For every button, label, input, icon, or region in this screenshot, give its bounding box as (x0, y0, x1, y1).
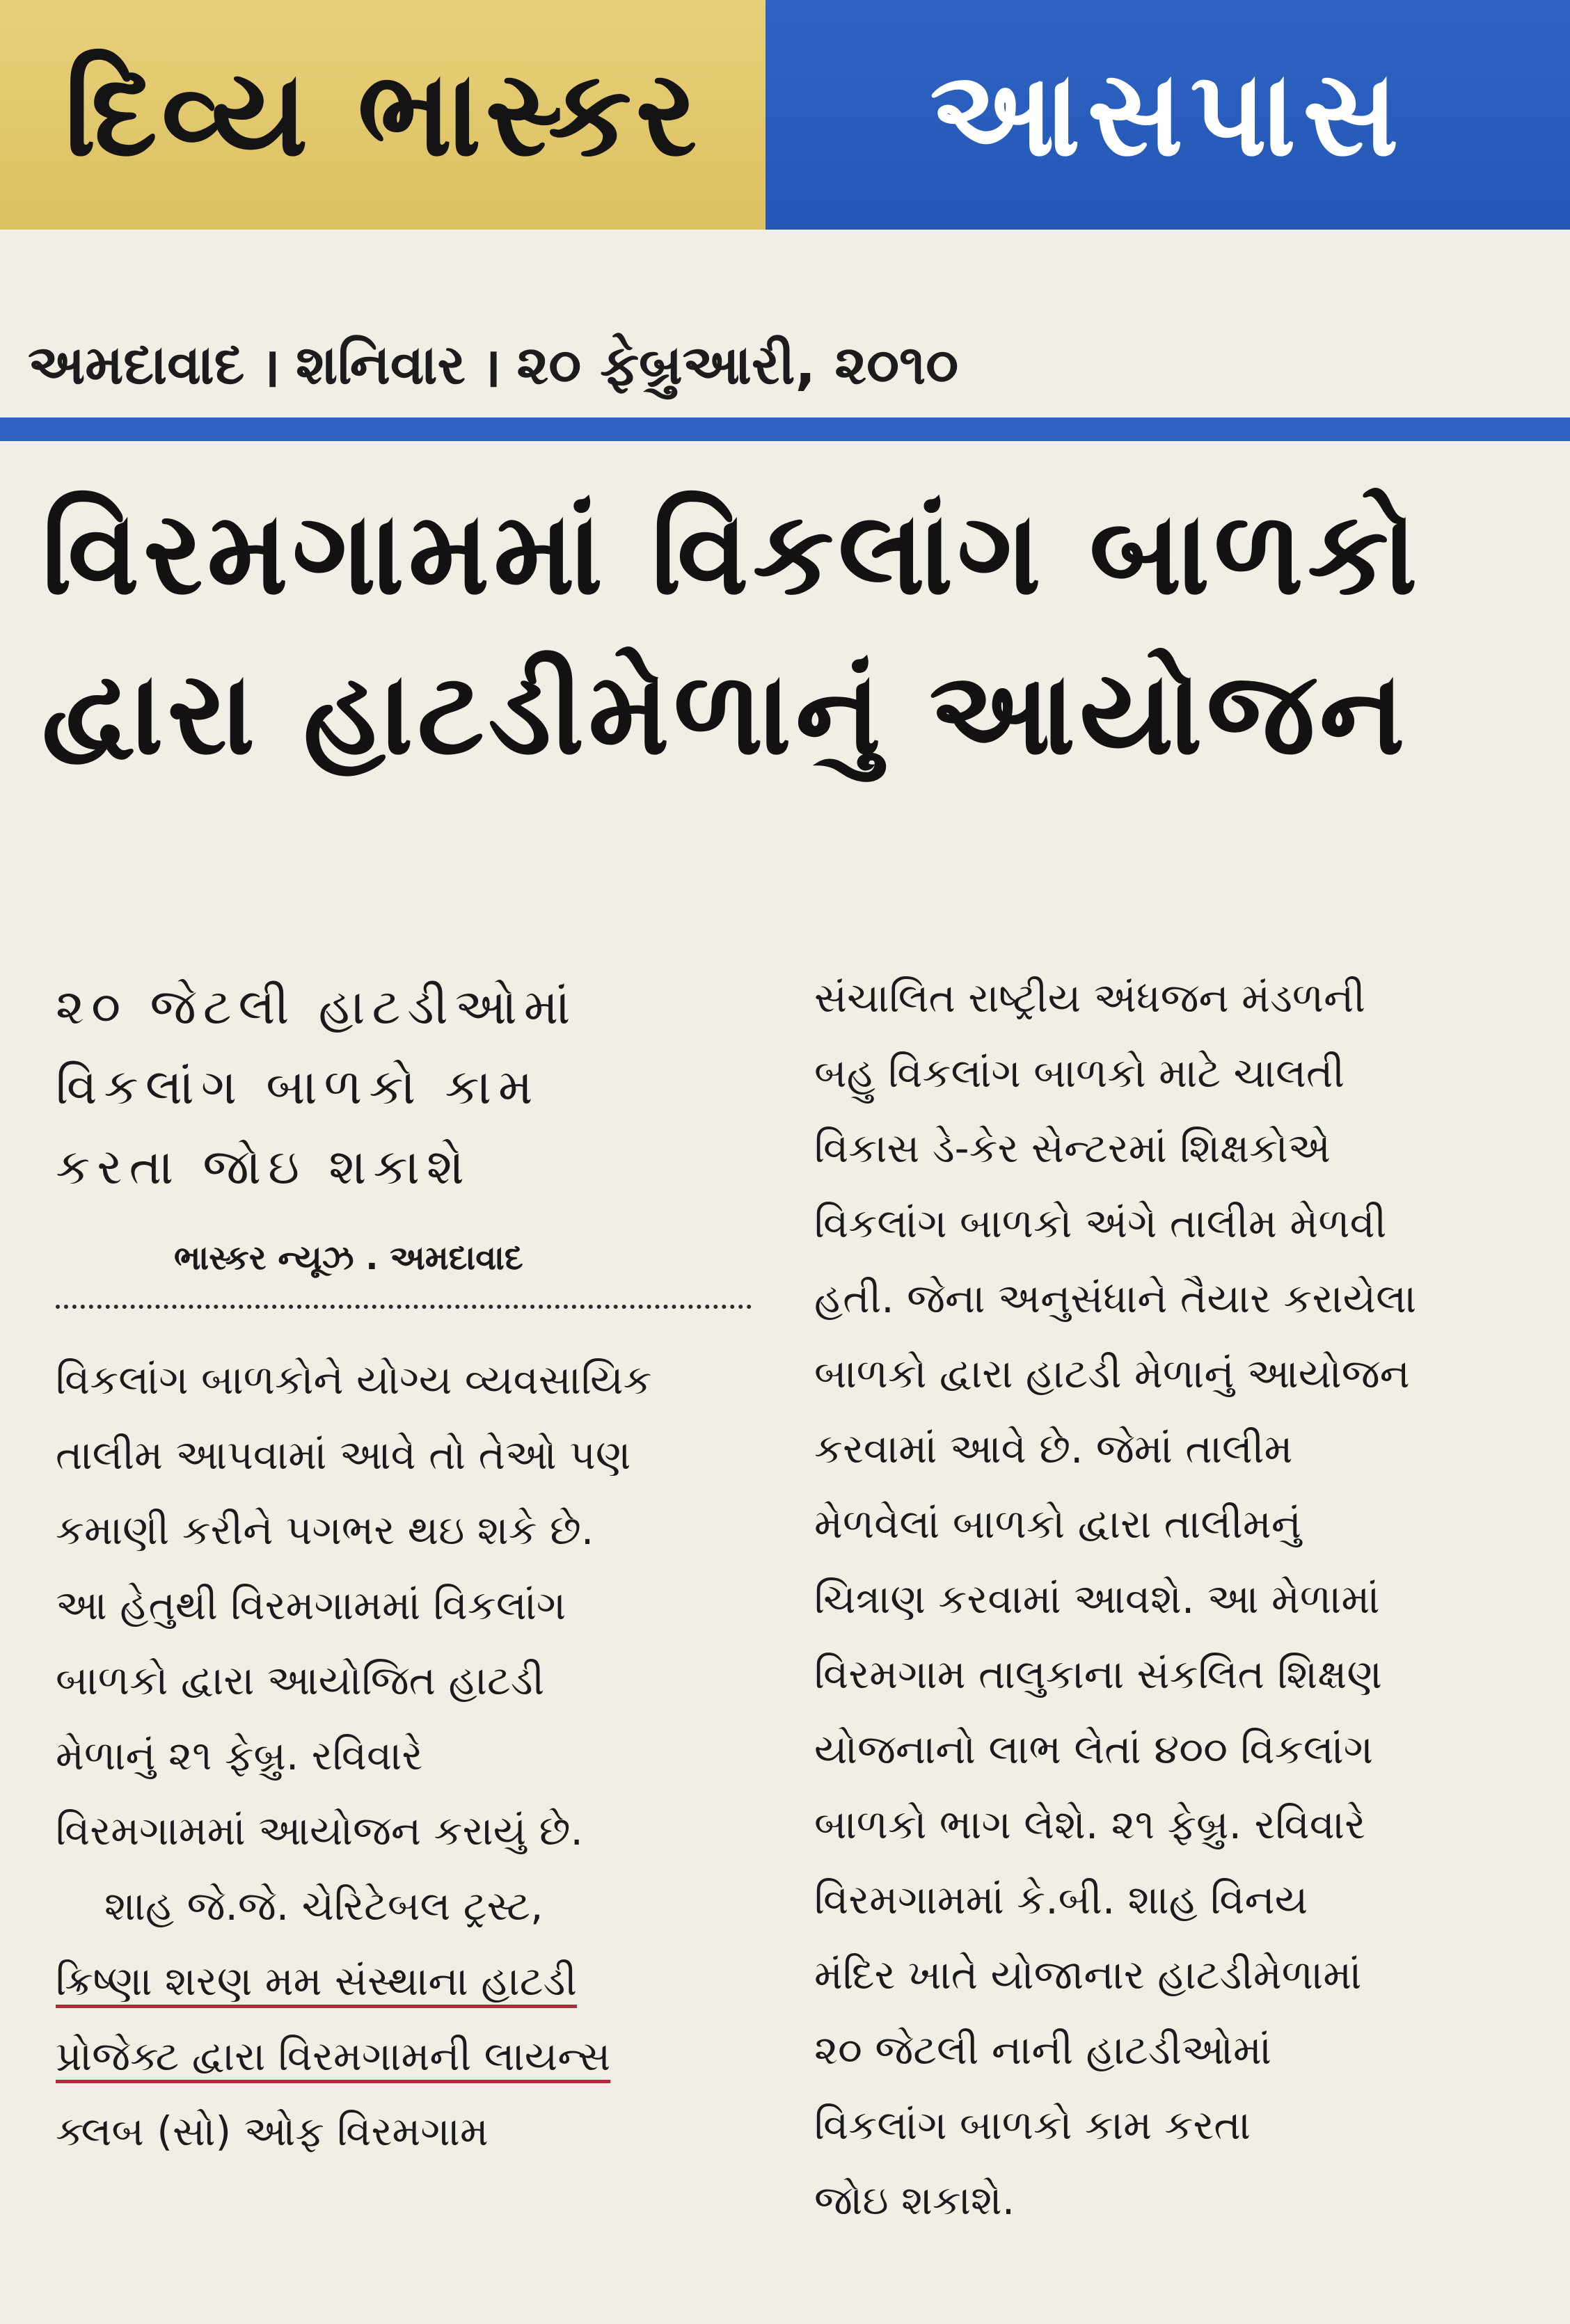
body-line: વિરમગામ તાલુકાના સંકલિત શિક્ષણ (814, 1650, 1382, 1698)
body-line: શાહ જે.જે. ચેરિટેબલ ટ્રસ્ટ, (104, 1882, 544, 1929)
body-line: બહુ વિકલાંગ બાળકો માટે ચાલતી (814, 1049, 1345, 1097)
body-line: બાળકો ભાગ લેશે. ૨૧ ફેબ્રુ. રવિવારે (814, 1801, 1366, 1848)
body-line: આ હેતુથી વિરમગામમાં વિકલાંગ (56, 1582, 566, 1629)
subhead-line: ૨૦ જેટલી હાટડીઓમાં (56, 978, 578, 1035)
article-column-right (814, 960, 1524, 2238)
body-line: વિરમગામમાં આયોજન કરાયું છે. (56, 1807, 583, 1854)
body-line: જોઇ શકાશે. (814, 2176, 1015, 2224)
section-title: આસપાસ (930, 45, 1406, 183)
brand-title: દિવ્ય ભાસ્કર (64, 45, 701, 183)
body-line: ૨૦ જેટલી નાની હાટડીઓમાં (814, 2026, 1272, 2074)
headline-line-1: વિરમગામમાં વિકલાંગ બાળકો (42, 486, 1422, 620)
article-body-left (56, 1342, 752, 2169)
section-banner (766, 0, 1570, 230)
body-line: હતી. જેના અનુસંધાને તૈયાર કરાયેલા (814, 1275, 1417, 1322)
dateline-date: ૨૦ ફેબ્રુઆરી, ૨૦૧૦ (516, 333, 959, 397)
masthead (0, 0, 1570, 230)
headline-line-2: દ્વારા હાટડીમેળાનું આયોજન (42, 646, 1409, 780)
blue-divider-rule (0, 417, 1570, 441)
body-line: બાળકો દ્વારા હાટડી મેળાનું આયોજન (814, 1350, 1410, 1397)
body-line: ક્લબ (સો) ઓફ વિરમગામ (56, 2108, 489, 2155)
dateline-day: શનિવાર (295, 333, 466, 397)
body-line-underlined: ક્રિષ્ણા શરણ મમ સંસ્થાના હાટડી (56, 1957, 577, 2005)
article-column-left (56, 967, 752, 2169)
body-line: વિરમગામમાં કે.બી. શાહ વિનય (814, 1876, 1308, 1923)
body-line: વિકાસ ડે-કેર સેન્ટરમાં શિક્ષકોએ (814, 1124, 1331, 1172)
dateline-city: અમદાવાદ (28, 333, 245, 397)
body-line: મેળવેલાં બાળકો દ્વારા તાલીમનું (814, 1500, 1301, 1547)
subhead-line: કરતા જોઇ શકાશે (56, 1138, 471, 1195)
body-line: વિકલાંગ બાળકોને યોગ્ય વ્યવસાયિક (56, 1356, 652, 1403)
body-line: મંદિર ખાતે યોજાનાર હાટડીમેળામાં (814, 1951, 1362, 1998)
body-line: વિકલાંગ બાળકો કામ કરતા (814, 2101, 1251, 2149)
article-subhead (56, 967, 752, 1207)
body-line: યોજનાનો લાભ લેતાં ૪૦૦ વિકલાંગ (814, 1726, 1374, 1773)
article-byline: ભાસ્કર ન્યૂઝ . અમદાવાદ (174, 1239, 523, 1278)
body-line: સંચાલિત રાષ્ટ્રીય અંધજન મંડળની (814, 974, 1365, 1021)
dotted-divider (56, 1305, 752, 1309)
body-line: તાલીમ આપવામાં આવે તો તેઓ પણ (56, 1431, 631, 1479)
dateline (28, 320, 1211, 411)
body-line: મેળાનું ૨૧ ફેબ્રુ. રવિવારે (56, 1732, 423, 1779)
body-line: વિકલાંગ બાળકો અંગે તાલીમ મેળવી (814, 1200, 1387, 1247)
article-body-right (814, 960, 1524, 2238)
dateline-separator: । (260, 337, 280, 399)
body-line-underlined: પ્રોજેક્ટ દ્વારા વિરમગામની લાયન્સ (56, 2032, 611, 2080)
article-headline (42, 473, 1538, 793)
body-line: ચિત્રાણ કરવામાં આવશે. આ મેળામાં (814, 1575, 1380, 1623)
subhead-line: વિકલાંગ બાળકો કામ (56, 1058, 540, 1115)
body-line: કમાણી કરીને પગભર થઇ શકે છે. (56, 1506, 594, 1554)
dateline-separator: । (480, 337, 502, 399)
newspaper-brand (0, 0, 766, 230)
body-line: કરવામાં આવે છે. જેમાં તાલીમ (814, 1425, 1293, 1472)
body-line: બાળકો દ્વારા આયોજિત હાટડી (56, 1657, 545, 1704)
